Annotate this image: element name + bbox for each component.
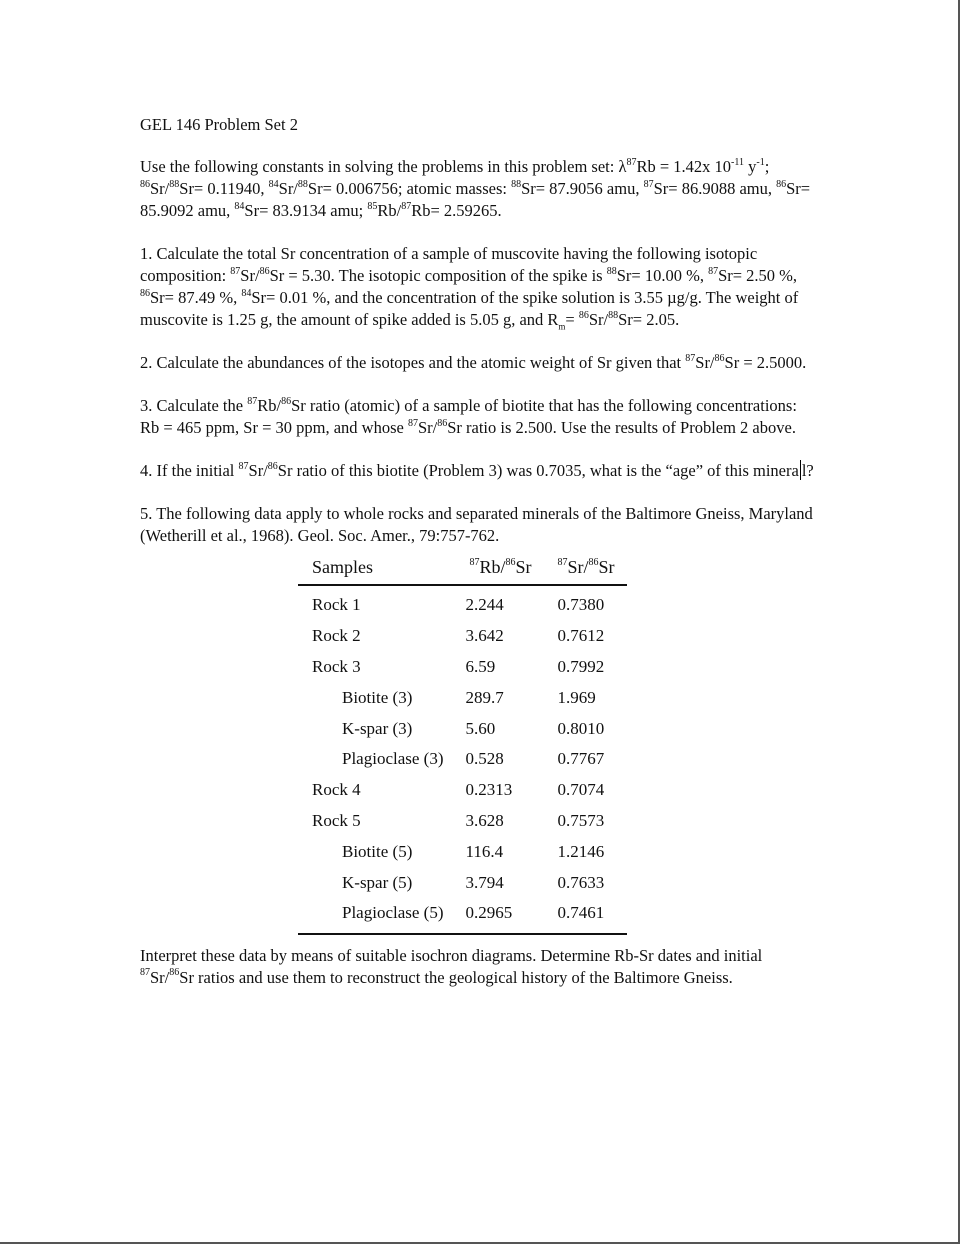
table-row: [298, 898, 627, 934]
sr-sr-value: 0.7074: [557, 780, 605, 800]
sample-name: K-spar (3): [342, 718, 413, 738]
table-row: [298, 806, 627, 837]
table-row: [298, 867, 627, 898]
sr-sr-value: 0.7612: [557, 626, 605, 646]
sr-sr-value: 1.2146: [557, 841, 605, 861]
rb-sr-value: 0.2965: [456, 898, 544, 934]
sample-name: Rock 4: [312, 780, 361, 800]
sample-name: Biotite (3): [342, 687, 413, 707]
sr-sr-value: 0.8010: [557, 718, 605, 738]
sample-name: Rock 5: [312, 810, 361, 830]
rb-sr-value: 116.4: [465, 841, 504, 861]
text-cursor: [800, 460, 801, 480]
rb-sr-value: 2.244: [465, 595, 504, 615]
problem-2: 2. Calculate the abundances of the isotopes and the atomic weight of Sr given that $^{87}$Sr/$^{86}$Sr = 2.5000.: [140, 352, 807, 372]
table-row: [298, 652, 627, 683]
sample-name: Rock 2: [312, 626, 361, 646]
rb-sr-value: 5.60: [465, 718, 496, 738]
sample-name: Plagioclase (3): [342, 749, 444, 769]
column-header-sr-sr: $^{87}$Sr/$^{86}$Sr: [544, 556, 627, 585]
sr-sr-value: 0.7461: [544, 898, 627, 934]
problem-5-intro: 5. The following data apply to whole rocks and separated minerals of the Baltimore Gneiss, Maryland (Wetherill et al., 1968). Geol. Soc. Amer., 79:757-762.: [140, 504, 813, 545]
table-row: [298, 585, 627, 621]
rb-sr-value: 3.642: [465, 626, 504, 646]
rb-sr-value: 289.7: [465, 687, 504, 707]
sample-name: Rock 3: [312, 656, 361, 676]
problem-1: 1. Calculate the total Sr concentration of a sample of muscovite having the following isotopic composition: $^{87}$Sr/$^{86}$Sr = 5.30. The isotopic composition of the spike is $^{88}$Sr= 10.00 %, $^{87}$Sr= 2.50 %, $^{86}$Sr= 87.49 %, $^{84}$Sr= 0.01 %, and the concentration of the spike solution is 3.55 µg/g. The weight of muscovite is 1.25 g, the amount of spike added is 5.05 g, and $R_m= ^{86}Sr/^{88}Sr= 2.05$.: [140, 244, 799, 332]
table-row: [298, 621, 627, 652]
sample-name: K-spar (5): [342, 872, 413, 892]
table-row: [298, 713, 627, 744]
sr-sr-value: 0.7380: [557, 595, 605, 615]
rb-sr-value: 3.794: [465, 872, 504, 892]
sr-sr-value: 1.969: [557, 687, 596, 707]
sr-sr-value: 0.7573: [557, 810, 605, 830]
problem-5-outro: Interpret these data by means of suitable isochron diagrams. Determine Rb-Sr dates and initial $^{87}$Sr/$^{86}$Sr ratios and use them to reconstruct the geological history of the Baltimore Gneiss.: [140, 945, 763, 987]
sample-name: Rock 1: [312, 595, 361, 615]
sample-name: Biotite (5): [342, 841, 413, 861]
column-header-rb-sr: $^{87}$Rb/$^{86}$Sr: [456, 556, 544, 585]
problem-3: 3. Calculate the $^{87}$Rb/$^{86}$Sr ratio (atomic) of a sample of biotite that has the following concentrations: Rb = 465 ppm, Sr = 30 ppm, and whose $^{87}$Sr/$^{86}$Sr ratio is 2.500. Use the results of Problem 2 above.: [140, 395, 797, 437]
document-body[interactable]: [140, 114, 820, 1010]
page-title: GEL 146 Problem Set 2: [140, 115, 298, 134]
rb-sr-value: 0.528: [465, 749, 504, 769]
rb-sr-value: 3.628: [465, 810, 504, 830]
rb-sr-value: 0.2313: [465, 780, 513, 800]
table-row: [298, 744, 627, 775]
isotope-data-table: [298, 556, 627, 935]
table-row: [298, 682, 627, 713]
column-header-samples: Samples: [298, 556, 456, 585]
sr-sr-value: 0.7767: [557, 749, 605, 769]
problem-4: 4. If the initial $^{87}$Sr/$^{86}$Sr ratio of this biotite (Problem 3) was 0.7035, what is the “age” of this minera l?: [140, 460, 814, 480]
sample-name: Plagioclase (5): [298, 898, 456, 934]
sr-sr-value: 0.7633: [557, 872, 605, 892]
constants-paragraph: Use the following constants in solving the problems in this problem set: $\lambda^{87}Rb = 1.42x$ $10^{-11}$ $y^{-1}$; $^{86}$Sr/$^{88}$Sr= 0.11940, $^{84}$Sr/$^{88}$Sr= 0.006756; atomic masses: $^{88}$Sr= 87.9056 amu, $^{87}$Sr= 86.9088 amu, $^{86}$Sr= 85.9092 amu, $^{84}$Sr= 83.9134 amu; $^{85}$Rb/$^{87}$Rb= 2.59265.: [140, 156, 811, 220]
rb-sr-value: 6.59: [465, 656, 496, 676]
table-row: [298, 836, 627, 867]
sr-sr-value: 0.7992: [557, 656, 605, 676]
table-row: [298, 775, 627, 806]
